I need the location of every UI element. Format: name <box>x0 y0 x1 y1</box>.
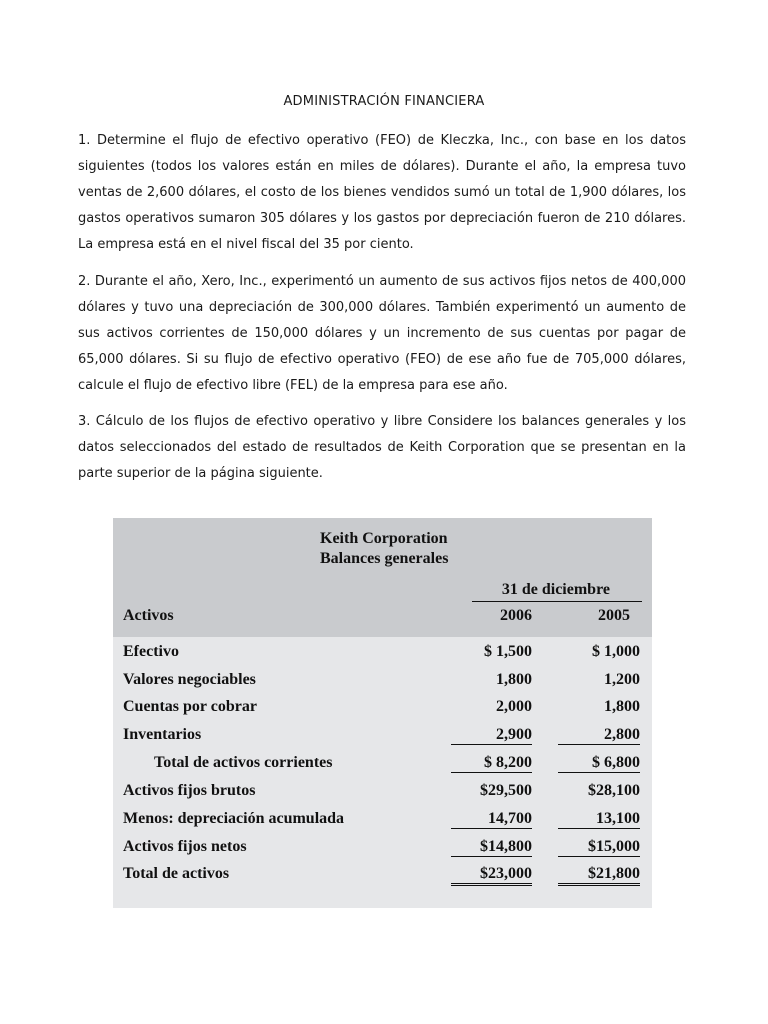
table-row-efectivo <box>113 640 652 667</box>
paragraph-problem-2: 2. Durante el año, Xero, Inc., experimentó un aumento de sus activos fijos netos de 400,000 dólares y tuvo una depreciación de 300,000 dólares. También experimentó un aumento de sus activos corrientes de 150,000 dólares y un incremento de sus cuentas por pagar de 65,000 dólares. Si su flujo de efectivo operativo (FEO) de ese año fue de 705,000 dólares, calcule el flujo de efectivo libre (FEL) de la empresa para ese año. <box>78 274 686 393</box>
cell-2006: 1,800 <box>496 671 532 688</box>
section-label-activos: Activos <box>123 607 174 624</box>
cell-2006: $14,800 <box>451 838 532 857</box>
table-row-depreciacion <box>113 807 652 834</box>
row-label: Menos: depreciación acumulada <box>123 810 345 827</box>
row-label: Efectivo <box>123 643 179 660</box>
date-header-rule <box>472 601 642 602</box>
company-name: Keith Corporation <box>320 530 448 547</box>
row-label: Total de activos corrientes <box>154 754 333 771</box>
table-row-inventarios <box>113 723 652 750</box>
row-label: Valores negociables <box>123 671 256 688</box>
row-label: Total de activos <box>123 865 230 882</box>
cell-2005: $ 6,800 <box>558 754 640 773</box>
cell-2005: 1,200 <box>604 671 640 688</box>
paragraph-problem-3: 3. Cálculo de los flujos de efectivo operativo y libre Considere los balances generales y los datos seleccionados del estado de resultados de Keith Corporation que se presentan en la parte superior de la página siguiente. <box>78 414 686 481</box>
cell-2006: 2,000 <box>496 698 532 715</box>
cell-2005: $28,100 <box>588 782 640 799</box>
table-row-fijos-brutos <box>113 779 652 806</box>
cell-2005: $15,000 <box>558 838 640 857</box>
cell-2005: $21,800 <box>558 865 640 886</box>
cell-2006: $ 8,200 <box>451 754 532 773</box>
cell-2005: 13,100 <box>558 810 640 829</box>
cell-2006: 14,700 <box>451 810 532 829</box>
row-label: Activos fijos netos <box>123 838 247 855</box>
document-title: ADMINISTRACIÓN FINANCIERA <box>283 94 485 109</box>
balance-sheet-table <box>113 518 652 908</box>
balance-sheet-header <box>113 518 652 637</box>
row-label: Cuentas por cobrar <box>123 698 257 715</box>
table-subtitle: Balances generales <box>320 550 449 567</box>
cell-2006: $23,000 <box>451 865 532 886</box>
cell-2005: 1,800 <box>604 698 640 715</box>
table-row-total-activos <box>113 862 652 889</box>
row-label: Inventarios <box>123 726 202 743</box>
table-row-total-corrientes <box>113 751 652 778</box>
year-header-2006: 2006 <box>500 607 532 624</box>
table-row-cuentas <box>113 695 652 722</box>
cell-2005: $ 1,000 <box>592 643 640 660</box>
year-header-2005: 2005 <box>598 607 630 624</box>
date-header: 31 de diciembre <box>501 581 610 598</box>
table-row-fijos-netos <box>113 835 652 862</box>
cell-2006: $29,500 <box>480 782 532 799</box>
row-label: Activos fijos brutos <box>123 782 256 799</box>
cell-2006: 2,900 <box>451 726 532 745</box>
paragraph-problem-1: 1. Determine el flujo de efectivo operativo (FEO) de Kleczka, Inc., con base en los datos siguientes (todos los valores están en miles de dólares). Durante el año, la empresa tuvo ventas de 2,600 dólares, el costo de los bienes vendidos sumó un total de 1,900 dólares, los gastos operativos sumaron 305 dólares y los gastos por depreciación fueron de 210 dólares. La empresa está en el nivel fiscal del 35 por ciento. <box>78 133 686 252</box>
cell-2006: $ 1,500 <box>484 643 532 660</box>
table-row-valores <box>113 668 652 695</box>
cell-2005: 2,800 <box>558 726 640 745</box>
